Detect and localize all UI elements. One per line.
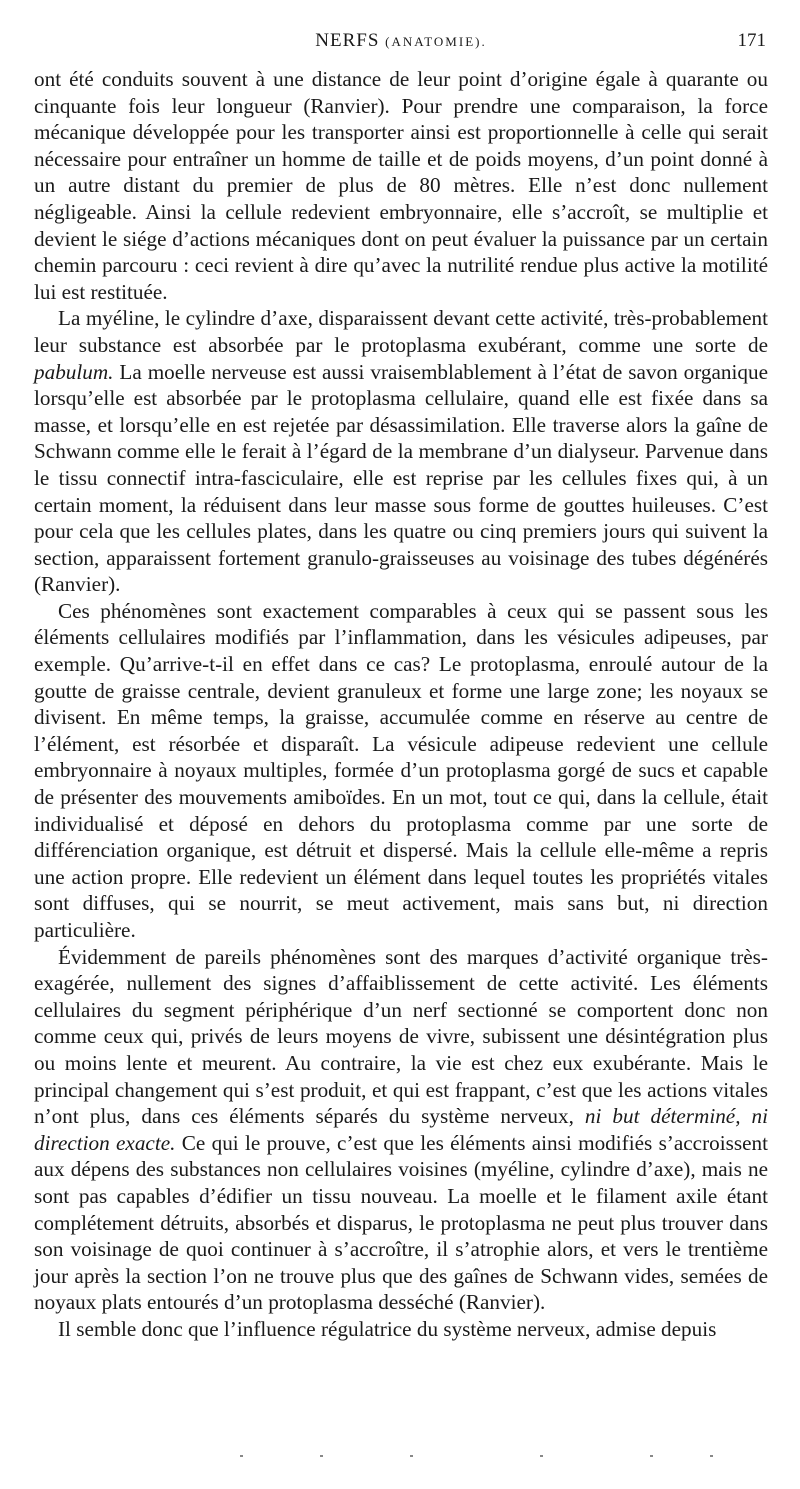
paragraph-2-emphasis: pabulum.	[34, 359, 114, 384]
paragraph-5: Il semble donc que l’influence régulatrice du système nerveux, admise depuis	[58, 1316, 717, 1341]
page-number: 171	[737, 30, 766, 51]
running-title	[34, 30, 768, 52]
paragraph-4	[34, 944, 768, 1316]
paragraph-2-part-2: La moelle nerveuse est aussi vraisemblablement à l’état de savon organique lorsqu’elle est absorbée par le protoplasma cellulaire, quand elle est fixée dans sa masse, et lorsqu’elle en est rejetée par désassimilation. Elle traverse alors la gaîne de Schwann comme elle le ferait à l’égard de la membrane d’un dialyseur. Parvenue dans le tissu connectif intra-fasciculaire, elle est reprise par les cellules fixes qui, à un certain moment, la réduisent dans leur masse sous forme de gouttes huileuses. C’est pour cela que les cellules plates, dans les quatre ou cinq premiers jours qui suivent la section, apparaissent fortement granulo-graisseuses au voisinage des tubes dégénérés (Ranvier).	[34, 359, 768, 597]
running-title-sub: (ANATOMIE).	[385, 34, 487, 49]
paragraph-2	[34, 305, 768, 598]
paragraph-4-part-1: Évidemment de pareils phénomènes sont des marques d’activité organique très-exagérée, nullement des signes d’affaiblissement de cette activité. Les éléments cellulaires du segment périphérique d’un nerf sectionné se comportent donc non comme ceux qui, privés de leurs moyens de vivre, subissent une désintégration plus ou moins lente et meurent. Au contraire, la vie est chez eux exubérante. Mais le principal changement qui s’est produit, et qui est frappant, c’est que les actions vitales n’ont plus, dans ces éléments séparés du système nerveux,	[34, 944, 768, 1129]
paragraph-4-emphasis: ni but déterminé, ni direction exacte.	[34, 1104, 768, 1155]
running-header	[34, 28, 768, 62]
paragraph-2-part-1: La myéline, le cylindre d’axe, disparaissent devant cette activité, très-probablement leur substance est absorbée par le protoplasma exubérant, comme une sorte de	[34, 306, 768, 357]
paragraph-1: ont été conduits souvent à une distance de leur point d’origine égale à quarante ou cinquante fois leur longueur (Ranvier). Pour prendre une comparaison, la force mécanique développée pour les transporter ainsi est proportionnelle à celle qui serait nécessaire pour entraîner un homme de taille et de poids moyens, d’un point donné à un autre distant du premier de plus de 80 mètres. Elle n’est donc nullement négligeable. Ainsi la cellule redevient embryonnaire, elle s’accroît, se multiplie et devient le siége d’actions mécaniques dont on peut évaluer la puissance par un certain chemin parcouru : ceci revient à dire qu’avec la nutrilité rendue plus active la motilité lui est restituée.	[34, 67, 768, 304]
paragraph-3: Ces phénomènes sont exactement comparables à ceux qui se passent sous les éléments cellulaires modifiés par l’inflammation, dans les vésicules adipeuses, par exemple. Qu’arrive-t-il en effet dans ce cas? Le protoplasma, enroulé autour de la goutte de graisse centrale, devient granuleux et forme une large zone; les noyaux se divisent. En même temps, la graisse, accumulée comme en réserve au centre de l’élément, est résorbée et disparaît. La vésicule adipeuse redevient une cellule embryonnaire à noyaux multiples, formée d’un protoplasma gorgé de sucs et capable de présenter des mouvements amiboïdes. En un mot, tout ce qui, dans la cellule, était individualisé et déposé en dehors du protoplasma comme par une sorte de différenciation organique, est détruit et dispersé. Mais la cellule elle-même a repris une action propre. Elle redevient un élément dans lequel toutes les propriétés vitales sont diffuses, qui se nourrit, se meut activement, mais sans but, ni direction particulière.	[34, 598, 768, 942]
print-specks	[240, 1455, 720, 1461]
running-title-main: NERFS	[315, 30, 380, 51]
paragraph-4-part-2: Ce qui le prouve, c’est que les éléments ainsi modifiés s’accroissent aux dépens des substances non cellulaires voisines (myéline, cylindre d’axe), mais ne sont pas capables d’édifier un tissu nouveau. La moelle et le filament axile étant complétement détruits, absorbés et disparus, le protoplasma ne peut plus trouver dans son voisinage de quoi continuer à s’accroître, il s’atrophie alors, et vers le trentième jour après la section l’on ne trouve plus que des gaînes de Schwann vides, semées de noyaux plats entourés d’un protoplasma desséché (Ranvier).	[34, 1130, 768, 1315]
book-page	[34, 28, 768, 1343]
